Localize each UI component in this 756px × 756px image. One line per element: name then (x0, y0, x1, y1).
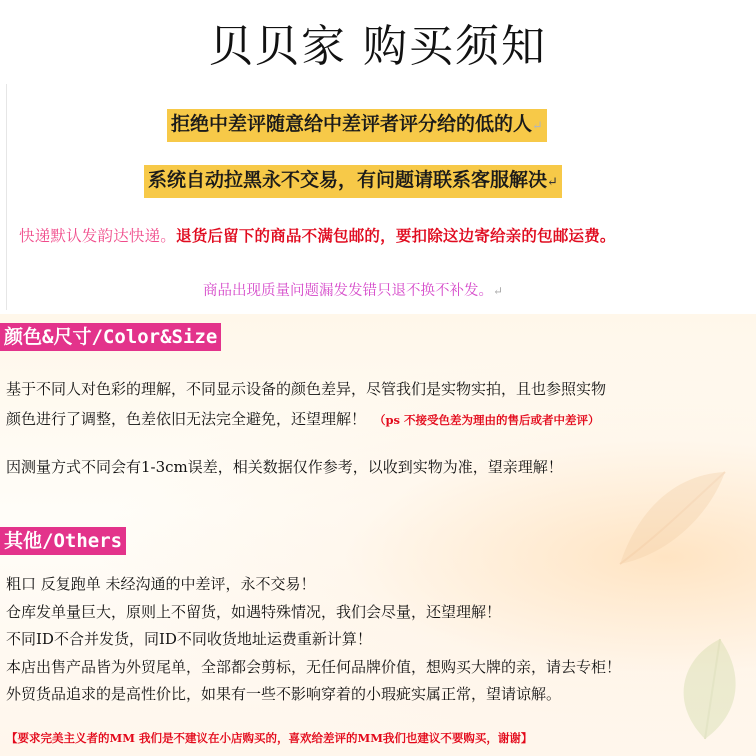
color-difference-text: 基于不同人对色彩的理解，不同显示设备的颜色差异，尽管我们是实物实拍，且也参照实物 (6, 380, 607, 398)
measurement-text: 因测量方式不同会有1-3cm误差，相关数据仅作参考，以收到实物为准，望亲理解！ (6, 458, 563, 476)
quality-notice (203, 279, 503, 300)
color-adjust-line (6, 406, 600, 434)
color-adjust-text: 颜色进行了调整，色差依旧无法完全避免，还望理解！ (6, 410, 367, 428)
list-item: 本店出售产品皆为外贸尾单，全部都会剪标，无任何品牌价值，想购买大牌的亲，请去专柜！ (6, 657, 622, 676)
leaf-decoration-icon (660, 634, 750, 744)
color-size-section-label: 颜色&尺寸/Color&Size (0, 323, 221, 351)
blacklist-text: 系统自动拉黑永不交易，有问题请联系客服解决 (148, 169, 548, 191)
return-mark: ↵ (493, 284, 504, 298)
notice-panel (6, 84, 751, 310)
return-mark: ↵ (532, 119, 543, 134)
ps-note: （ps 不接受色差为理由的售后或者中差评） (374, 413, 600, 427)
blacklist-notice (144, 165, 562, 198)
leaf-decoration-icon (610, 464, 730, 574)
return-fee-text: 退货后留下的商品不满包邮的，要扣除这边寄给亲的包邮运费。 (176, 226, 616, 245)
return-mark: ↵ (547, 175, 558, 190)
list-item: 仓库发单量巨大，原则上不留货，如遇特殊情况，我们会尽量，还望理解！ (6, 602, 502, 621)
footer-note: 【要求完美主义者的MM 我们是不建议在小店购买的，喜欢给差评的MM我们也建议不要购买，谢谢】 (6, 731, 533, 745)
no-bad-review-notice (167, 109, 547, 142)
list-item: 粗口 反复跑单 未经沟通的中差评，永不交易！ (6, 575, 316, 593)
courier-text: 快递默认发韵达快递。 (19, 227, 177, 245)
no-bad-review-text: 拒绝中差评随意给中差评者评分给的低的人 (171, 113, 533, 135)
details-panel (0, 314, 756, 756)
page-title: 贝贝家 购买须知 (209, 21, 547, 72)
list-item: 不同ID不合并发货，同ID不同收货地址运费重新计算！ (6, 630, 372, 649)
others-list (6, 571, 621, 709)
quality-text: 商品出现质量问题漏发发错只退不换不补发。 (203, 283, 493, 299)
list-item: 外贸货品追求的是高性价比，如果有一些不影响穿着的小瑕疵实属正常，望请谅解。 (6, 685, 562, 704)
shipping-notice (19, 224, 616, 246)
others-section-label: 其他/Others (0, 527, 126, 555)
